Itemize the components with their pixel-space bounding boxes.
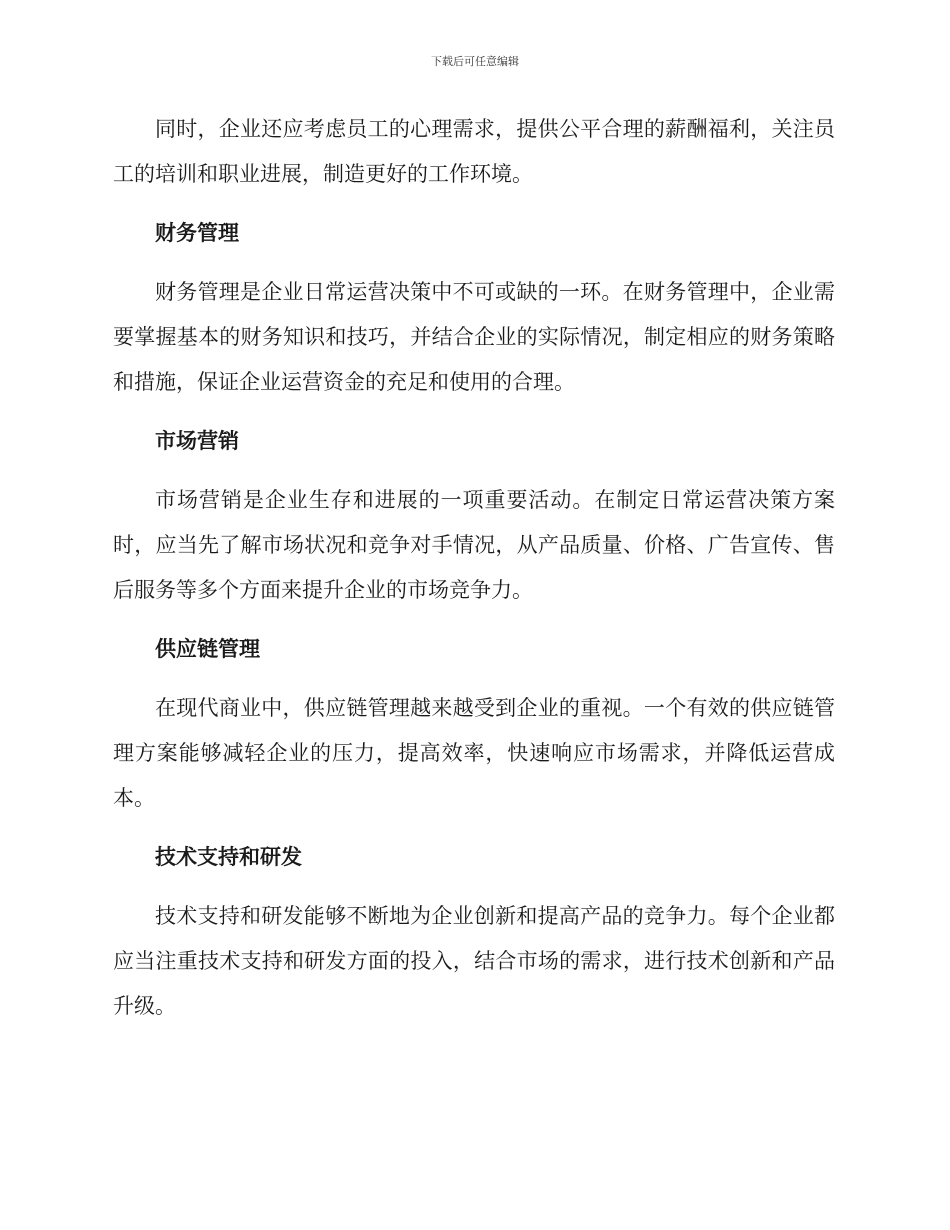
marketing-paragraph: 市场营销是企业生存和进展的一项重要活动。在制定日常运营决策方案时，应当先了解市场状况和竞争对手情况，从产品质量、价格、广告宣传、售后服务等多个方面来提升企业的市场竞争力。: [113, 488, 835, 602]
section-heading-marketing: 市场营销: [155, 429, 239, 453]
tech-rd-paragraph: 技术支持和研发能够不断地为企业创新和提高产品的竞争力。每个企业都应当注重技术支持和研发方面的投入，结合市场的需求，进行技术创新和产品升级。: [113, 904, 835, 1018]
intro-paragraph: 同时，企业还应考虑员工的心理需求，提供公平合理的薪酬福利，关注员工的培训和职业进展，制造更好的工作环境。: [113, 117, 835, 186]
finance-paragraph: 财务管理是企业日常运营决策中不可或缺的一环。在财务管理中，企业需要掌握基本的财务知识和技巧，并结合企业的实际情况，制定相应的财务策略和措施，保证企业运营资金的充足和使用的合理。: [113, 280, 835, 394]
supply-chain-paragraph: 在现代商业中，供应链管理越来越受到企业的重视。一个有效的供应链管理方案能够减轻企业的压力，提高效率，快速响应市场需求，并降低运营成本。: [113, 696, 835, 810]
page-header: 下载后可任意编辑: [431, 55, 519, 68]
section-heading-finance: 财务管理: [155, 221, 239, 245]
document-body: [113, 107, 835, 1043]
section-heading-supply-chain: 供应链管理: [155, 637, 260, 661]
section-heading-tech-rd: 技术支持和研发: [155, 845, 302, 869]
